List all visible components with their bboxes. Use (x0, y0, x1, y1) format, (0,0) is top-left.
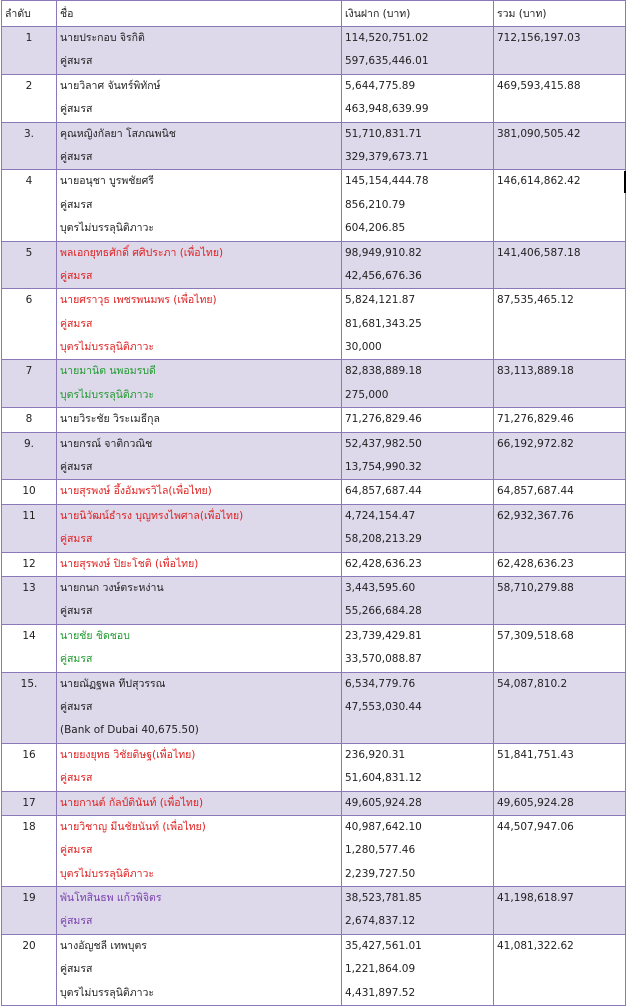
deposit-amount: 23,739,429.81 (345, 629, 422, 642)
total-amount: 49,605,924.28 (497, 796, 574, 809)
deposit-amount: 114,520,751.02 (345, 32, 429, 44)
name-cell (57, 480, 342, 504)
person-name: นายวิชาญ มีนชัยนันท์ (เพื่อไทย) (60, 820, 206, 833)
deposit-amount: 40,987,642.10 (345, 820, 422, 833)
person-name: นายมานิต นพอมรบดี (60, 365, 156, 378)
total-amount: 381,090,505.42 (497, 127, 581, 140)
person-name: นายกรณ์ จาติกวณิช (60, 437, 153, 450)
deposit-amount: 4,724,154.47 (345, 509, 416, 522)
deposit-amount: 236,920.31 (345, 748, 406, 761)
deposit-amount: 62,428,636.23 (345, 557, 422, 570)
deposit-amount: 42,456,676.36 (345, 269, 422, 282)
deposit-amount (345, 719, 490, 742)
person-name: นายชัย ชิดชอบ (60, 629, 130, 642)
total-cell (494, 289, 626, 360)
rank-cell (2, 887, 57, 935)
total-cell (494, 27, 626, 75)
rank-cell (2, 289, 57, 360)
person-name: พลเอกยุทธศักดิ์ ศศิประภา (เพื่อไทย) (60, 246, 224, 259)
name-cell (57, 552, 342, 576)
deposit-amount: 71,276,829.46 (345, 413, 422, 426)
total-cell (494, 360, 626, 408)
rank-cell (2, 27, 57, 75)
header-deposit: เงินฝาก (บาท) (342, 1, 494, 27)
header-name: ชื่อ (57, 1, 342, 27)
person-name: คุณหญิงกัลยา โสภณพนิช (60, 127, 176, 140)
person-name: นายณัฏฐพล ทีปสุวรรณ (60, 677, 166, 690)
deposit-amount: 38,523,781.85 (345, 892, 422, 905)
deposit-cell (342, 170, 494, 241)
total-cell (494, 74, 626, 122)
person-name: นายวิลาศ จันทร์พิทักษ์ (60, 79, 161, 92)
rank-number: 1 (25, 32, 33, 44)
name-cell (57, 241, 342, 289)
deposit-amount: 30,000 (345, 341, 382, 354)
deposit-cell (342, 576, 494, 624)
deposit-cell (342, 432, 494, 480)
person-name: นายประกอบ จิรกิติ (60, 32, 145, 44)
related-person: คู่สมรส (60, 317, 93, 330)
deposit-cell (342, 624, 494, 672)
deposit-amount: 64,857,687.44 (345, 485, 422, 498)
table-row (2, 360, 626, 408)
person-name: นายสุรพงษ์ ปิยะโชติ (เพื่อไทย) (60, 557, 199, 570)
rank-number: 17 (22, 796, 36, 809)
person-name: นายนิวัฒน์ธำรง บุญทรงไพศาล(เพื่อไทย) (60, 509, 244, 522)
deposit-cell (342, 122, 494, 170)
related-person: คู่สมรส (60, 700, 93, 713)
related-person: คู่สมรส (60, 963, 93, 976)
name-cell (57, 432, 342, 480)
name-cell (57, 360, 342, 408)
total-cell (494, 480, 626, 504)
rank-cell (2, 360, 57, 408)
total-amount: 83,113,889.18 (497, 365, 574, 378)
deposit-cell (342, 552, 494, 576)
total-cell (494, 504, 626, 552)
rank-cell (2, 791, 57, 815)
deposit-amount: 856,210.79 (345, 198, 406, 211)
name-cell (57, 815, 342, 886)
name-cell (57, 27, 342, 75)
table-row (2, 815, 626, 886)
rank-cell (2, 576, 57, 624)
total-cell (494, 934, 626, 1005)
related-person: บุตรไม่บรรลุนิติภาวะ (60, 867, 155, 880)
related-person: (Bank of Dubai 40,675.50) (60, 724, 199, 737)
deposit-cell (342, 74, 494, 122)
related-person: คู่สมรส (60, 103, 93, 116)
total-amount: 41,081,322.62 (497, 939, 574, 952)
deposit-amount: 4,431,897.52 (345, 986, 416, 999)
table-row (2, 480, 626, 504)
deposit-amount: 13,754,990.32 (345, 461, 422, 474)
related-person: คู่สมรส (60, 150, 93, 163)
table-row (2, 887, 626, 935)
rank-number: 15. (20, 677, 38, 690)
table-row (2, 122, 626, 170)
total-amount: 469,593,415.88 (497, 79, 581, 92)
name-cell (57, 672, 342, 743)
total-cell (494, 170, 626, 241)
deposit-amount: 5,644,775.89 (345, 79, 416, 92)
deposit-amount: 52,437,982.50 (345, 437, 422, 450)
total-cell (494, 791, 626, 815)
deposit-amount: 82,838,889.18 (345, 365, 422, 378)
rank-cell (2, 432, 57, 480)
deposit-cell (342, 241, 494, 289)
name-cell (57, 170, 342, 241)
person-name: นางอัญชลี เทพบุตร (60, 939, 147, 952)
related-person: คู่สมรส (60, 269, 93, 282)
deposit-cell (342, 408, 494, 432)
total-amount: 57,309,518.68 (497, 629, 574, 642)
rank-number: 18 (22, 820, 36, 833)
person-name: นายศราวุธ เพชรพนมพร (เพื่อไทย) (60, 294, 217, 307)
deposit-amount: 98,949,910.82 (345, 246, 422, 259)
table-header-row (2, 1, 626, 27)
rank-number: 20 (22, 939, 36, 952)
name-cell (57, 887, 342, 935)
rank-number: 6 (25, 294, 33, 307)
name-cell (57, 934, 342, 1005)
total-amount: 71,276,829.46 (497, 413, 574, 426)
deposit-amount: 597,635,446.01 (345, 55, 429, 68)
person-name: นายอนุชา บูรพชัยศรี (60, 175, 154, 188)
assets-table (1, 0, 626, 1006)
deposit-amount: 2,239,727.50 (345, 867, 416, 880)
table-row (2, 576, 626, 624)
table-row (2, 432, 626, 480)
deposit-cell (342, 815, 494, 886)
rank-cell (2, 408, 57, 432)
person-name: พันโทสินธพ แก้วพิจิตร (60, 892, 162, 905)
person-name: นายกานต์ กัลป์ตินันท์ (เพื่อไทย) (60, 796, 204, 809)
total-amount: 54,087,810.2 (497, 677, 568, 690)
deposit-cell (342, 480, 494, 504)
deposit-amount: 55,266,684.28 (345, 605, 422, 618)
total-amount: 64,857,687.44 (497, 485, 574, 498)
deposit-amount: 1,280,577.46 (345, 844, 416, 857)
related-person: คู่สมรส (60, 772, 93, 785)
rank-number: 12 (22, 557, 36, 570)
rank-number: 5 (25, 246, 33, 259)
rank-number: 3. (23, 127, 35, 140)
name-cell (57, 122, 342, 170)
rank-number: 2 (25, 79, 33, 92)
table-row (2, 791, 626, 815)
table-row (2, 27, 626, 75)
name-cell (57, 408, 342, 432)
table-row (2, 408, 626, 432)
deposit-amount: 81,681,343.25 (345, 317, 422, 330)
deposit-amount: 604,206.85 (345, 222, 406, 235)
deposit-cell (342, 27, 494, 75)
total-cell (494, 887, 626, 935)
total-amount: 62,428,636.23 (497, 557, 574, 570)
related-person: คู่สมรส (60, 198, 93, 211)
related-person: คู่สมรส (60, 533, 93, 546)
total-cell (494, 241, 626, 289)
rank-cell (2, 815, 57, 886)
total-cell (494, 743, 626, 791)
rank-cell (2, 934, 57, 1005)
deposit-cell (342, 289, 494, 360)
table-row (2, 289, 626, 360)
total-amount: 87,535,465.12 (497, 294, 574, 307)
table-row (2, 170, 626, 241)
total-amount: 41,198,618.97 (497, 892, 574, 905)
rank-cell (2, 170, 57, 241)
deposit-amount: 47,553,030.44 (345, 700, 422, 713)
total-cell (494, 552, 626, 576)
rank-number: 8 (25, 413, 33, 426)
total-cell (494, 432, 626, 480)
rank-cell (2, 624, 57, 672)
person-name: นายยงยุทธ วิชัยดิษฐ(เพื่อไทย) (60, 748, 196, 761)
rank-cell (2, 122, 57, 170)
rank-number: 16 (22, 748, 36, 761)
rank-cell (2, 504, 57, 552)
deposit-cell (342, 504, 494, 552)
total-cell (494, 408, 626, 432)
name-cell (57, 624, 342, 672)
table-row (2, 743, 626, 791)
header-total: รวม (บาท) (494, 1, 626, 27)
related-person: คู่สมรส (60, 844, 93, 857)
total-cell (494, 624, 626, 672)
deposit-cell (342, 791, 494, 815)
total-amount: 44,507,947.06 (497, 820, 574, 833)
deposit-amount: 6,534,779.76 (345, 677, 416, 690)
rank-cell (2, 241, 57, 289)
text-cursor (624, 171, 626, 193)
related-person: คู่สมรส (60, 915, 93, 928)
table-row (2, 672, 626, 743)
table-row (2, 241, 626, 289)
deposit-amount: 58,208,213.29 (345, 533, 422, 546)
table-row (2, 74, 626, 122)
deposit-cell (342, 743, 494, 791)
name-cell (57, 504, 342, 552)
rank-number: 9. (23, 437, 35, 450)
total-amount: 58,710,279.88 (497, 581, 574, 594)
total-cell (494, 576, 626, 624)
rank-number: 13 (22, 581, 36, 594)
total-cell (494, 815, 626, 886)
deposit-amount: 1,221,864.09 (345, 963, 416, 976)
deposit-amount: 49,605,924.28 (345, 796, 422, 809)
rank-number: 4 (25, 175, 33, 188)
total-amount: 66,192,972.82 (497, 437, 574, 450)
table-row (2, 552, 626, 576)
related-person: คู่สมรส (60, 55, 93, 68)
rank-number: 11 (22, 509, 36, 522)
related-person: คู่สมรส (60, 605, 93, 618)
rank-cell (2, 552, 57, 576)
deposit-amount: 51,710,831.71 (345, 127, 422, 140)
person-name: นายวิระชัย วิระเมธีกุล (60, 413, 160, 426)
rank-number: 14 (22, 629, 36, 642)
related-person: บุตรไม่บรรลุนิติภาวะ (60, 341, 155, 354)
total-amount: 712,156,197.03 (497, 32, 581, 44)
name-cell (57, 289, 342, 360)
deposit-cell (342, 934, 494, 1005)
total-amount: 62,932,367.76 (497, 509, 574, 522)
related-person: บุตรไม่บรรลุนิติภาวะ (60, 986, 155, 999)
deposit-amount: 145,154,444.78 (345, 175, 429, 188)
deposit-amount: 3,443,595.60 (345, 581, 416, 594)
deposit-amount: 35,427,561.01 (345, 939, 422, 952)
total-cell (494, 672, 626, 743)
rank-cell (2, 480, 57, 504)
name-cell (57, 74, 342, 122)
rank-cell (2, 743, 57, 791)
header-rank: ลำดับ (2, 1, 57, 27)
deposit-amount: 463,948,639.99 (345, 103, 429, 116)
rank-cell (2, 74, 57, 122)
name-cell (57, 743, 342, 791)
table-row (2, 934, 626, 1005)
related-person: บุตรไม่บรรลุนิติภาวะ (60, 388, 155, 401)
total-amount: 141,406,587.18 (497, 246, 581, 259)
table-row (2, 624, 626, 672)
total-amount: 146,614,862.42 (497, 175, 581, 188)
table-row (2, 504, 626, 552)
person-name: นายสุรพงษ์ อึ้งอัมพรวิไล(เพื่อไทย) (60, 485, 212, 498)
related-person: คู่สมรส (60, 461, 93, 474)
deposit-cell (342, 360, 494, 408)
deposit-amount: 5,824,121.87 (345, 294, 416, 307)
table-body (2, 27, 626, 1006)
related-person: บุตรไม่บรรลุนิติภาวะ (60, 222, 155, 235)
rank-cell (2, 672, 57, 743)
person-name: นายกนก วงษ์ตระหง่าน (60, 581, 164, 594)
deposit-amount: 275,000 (345, 388, 389, 401)
name-cell (57, 791, 342, 815)
deposit-amount: 51,604,831.12 (345, 772, 422, 785)
total-cell (494, 122, 626, 170)
name-cell (57, 576, 342, 624)
deposit-cell (342, 672, 494, 743)
rank-number: 7 (25, 365, 33, 378)
rank-number: 10 (22, 485, 36, 498)
deposit-amount: 33,570,088.87 (345, 653, 422, 666)
deposit-cell (342, 887, 494, 935)
rank-number: 19 (22, 892, 36, 905)
total-amount: 51,841,751.43 (497, 748, 574, 761)
related-person: คู่สมรส (60, 653, 93, 666)
deposit-amount: 2,674,837.12 (345, 915, 416, 928)
deposit-amount: 329,379,673.71 (345, 150, 429, 163)
